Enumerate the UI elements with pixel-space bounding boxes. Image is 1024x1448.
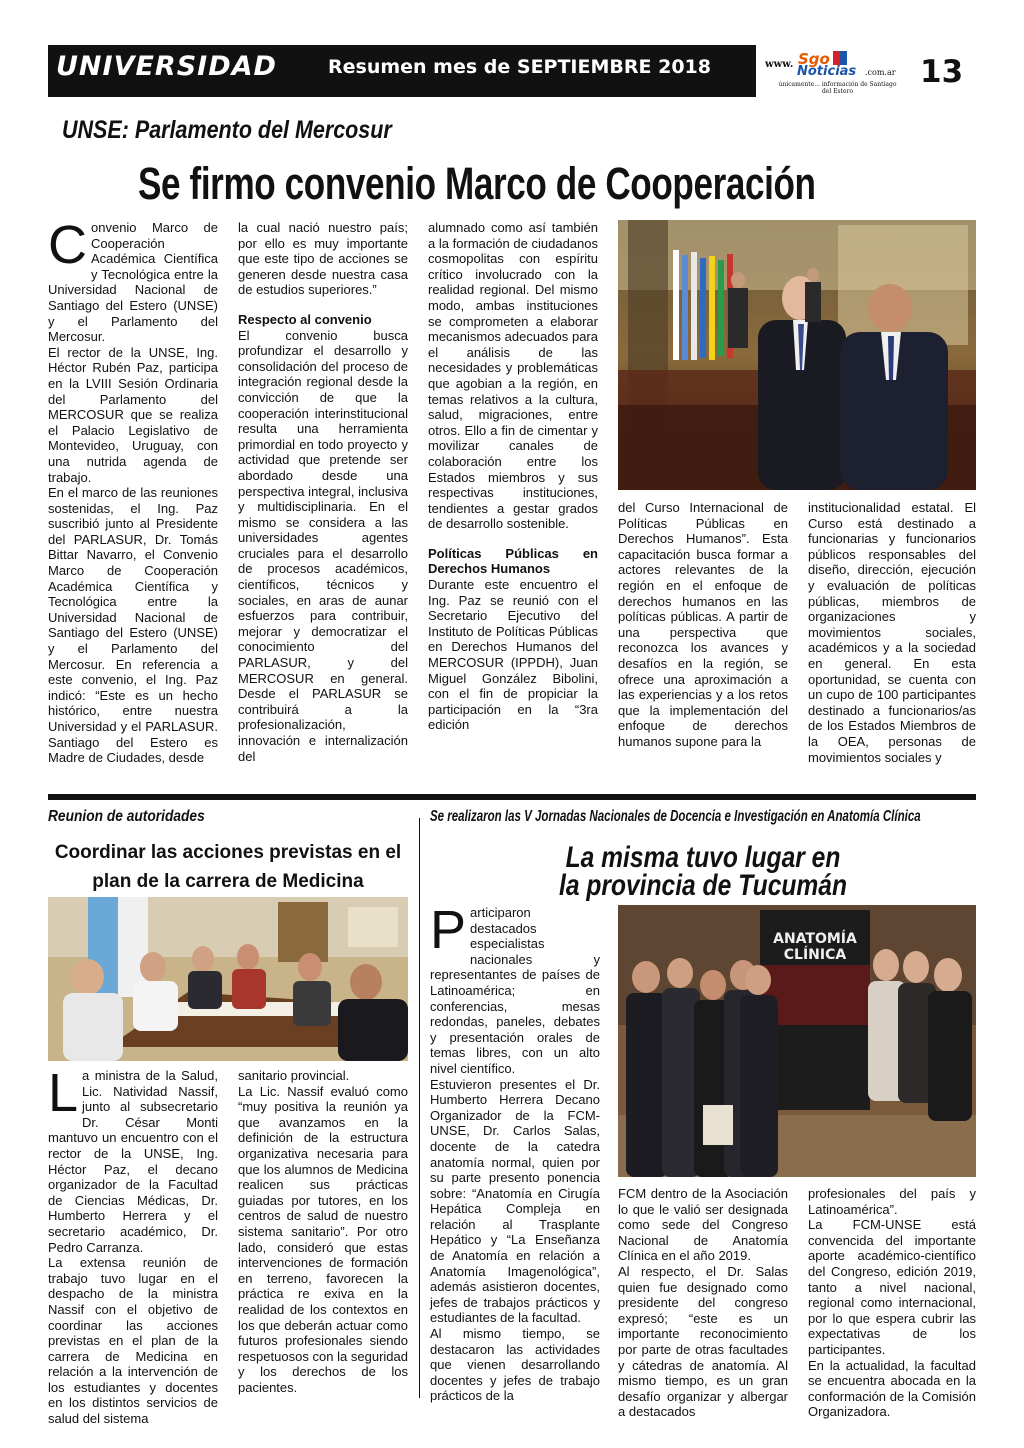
- poster-title-1: ANATOMÍA: [773, 931, 857, 947]
- paragraph: La Lic. Nassif evaluó como “muy positiva la reunión ya que avanzamos en la definición de la estructura organizativa necesaria para que los alumnos de Medicina realicen sus prácticas guiadas por tutores, en los centros de salud de nuestro sistema sanitario”. Por otro lado, consideró que estas intervenciones de formación en terreno, favorecen la práctica re exiva en la realidad de los contextos en los que deberán actuar como futuros profesionales siendo respetuosos con la seguridad y los derechos de los pacientes.: [238, 1083, 408, 1395]
- logo-mark-icon: [833, 51, 847, 65]
- drop-cap: C: [48, 215, 87, 275]
- parliament-photo: [618, 220, 976, 490]
- paragraph: institucionalidad estatal. El Curso está destinado a funcionarias y funcionarios públicos responsables del diseño, dirección, ejecución y evaluación de políticas públicas, miembros de organizaciones y movimientos sociales, académicos y a la sociedad en general. En esta oportunidad, se cuenta con un cupo de 100 participantes destinado a funcionarios/as de los Estados Miembros de la OEA, personas de movimientos sociales y: [808, 500, 976, 765]
- paragraph: onvenio Marco de Cooperación Académica Científica y Tecnológica entre la Universidad Nacional de Santiago del Estero (UNSE) y el Parlamento del Mercosur.: [48, 220, 218, 345]
- right-article-headline-line-1: La misma tuvo lugar en: [565, 841, 841, 874]
- poster-title-2: CLÍNICA: [783, 947, 847, 963]
- logo-brand-top: Sgo: [798, 50, 830, 68]
- meeting-photo: [48, 897, 408, 1061]
- paragraph: Al respecto, el Dr. Salas quien fue designado como presidente del congreso expresó; “este es un importante reconocimiento por parte de otras facultades y cátedras de anatomía. Al mismo tiempo, es un gran desafío organizar y albergar a destacados: [618, 1263, 788, 1420]
- paragraph: alumnado como así también a la formación de ciudadanos cosmopolitas con espíritu crítico involucrado con la realidad regional. Del mismo modo, ambas instituciones se comprometen a elaborar mecanismos adecuados para el análisis de las necesidades y problemáticas que agobian a la región, en temas relativos a la cultura, salud, migraciones, entre otros. Ello a fin de cimentar y movilizar canales de colaboración entre los Estados miembros y sus respectivas instituciones, tendientes a gestar grados de desarrollo sostenible.: [428, 220, 598, 532]
- main-article-column-4: [618, 500, 788, 772]
- issue-summary: Resumen mes de SEPTIEMBRE 2018: [328, 56, 711, 78]
- section-header-band: [48, 45, 756, 97]
- paragraph: La FCM-UNSE está convencida del importante aporte académico-científico del Congreso, edición 2019, tanto a nivel nacional, regional como internacional, por lo que espera cubrir las expectativas de los participantes.: [808, 1217, 976, 1357]
- drop-cap: P: [430, 900, 467, 960]
- column-divider: [419, 818, 420, 1398]
- section-title: UNIVERSIDAD: [56, 51, 277, 82]
- main-article-headline: Se firmo convenio Marco de Cooperación: [138, 158, 816, 209]
- right-article-column-2: [618, 1186, 788, 1420]
- left-article-column-2: [238, 1068, 408, 1398]
- subheading: Respecto al convenio: [238, 311, 372, 327]
- left-article-kicker: Reunion de autoridades: [48, 808, 205, 825]
- paragraph: Al mismo tiempo, se destacaron las actividades que vienen desarrollando docentes y jefes de trabajo prácticos de la: [430, 1326, 600, 1404]
- subheading: Políticas Públicas en Derechos Humanos: [428, 545, 598, 577]
- left-article-column-1: [48, 1063, 218, 1427]
- paragraph: articiparon destacados especialistas nacionales y representantes de países de Latinoamérica; en conferencias, mesas redondas, paneles, debates y presentación orales de temas libres, con un alto nivel científico.: [430, 905, 600, 1076]
- paragraph: a ministra de la Salud, Lic. Natividad Nassif, junto al subsecretario Dr. César Monti mantuvo un encuentro con el rector de la UNSE, Ing. Héctor Paz, el decano organizador de la Facultad de Ciencias Médicas, Dr. Humberto Herrera y el secretario académico, Dr. Pedro Carranza.: [48, 1068, 218, 1255]
- right-article-column-1: [430, 900, 600, 1404]
- site-logo[interactable]: [765, 50, 900, 98]
- page-number: 13: [920, 54, 964, 90]
- logo-brand-bottom: Noticias: [797, 64, 857, 79]
- right-article-headline-line-2: la provincia de Tucumán: [559, 869, 847, 902]
- paragraph: En el marco de las reuniones sostenidas, el Ing. Paz suscribió junto al Presidente del PARLASUR, Dr. Tomás Bittar Navarro, el Convenio Marco de Cooperación Académica Científica y Tecnológica entre la Universidad Nacional de Santiago del Estero (UNSE) y el Parlamento del Mercosur. En referencia a este convenio, el Ing. Paz indicó: “Este es un hecho histórico, entre nuestra Universidad y el PARLASUR. Santiago del Estero es Madre de Ciudades, desde: [48, 485, 218, 766]
- paragraph: profesionales del país y Latinoamérica”.: [808, 1186, 976, 1217]
- left-article-headline: Coordinar las acciones previstas en el plan de la carrera de Medicina: [54, 842, 402, 892]
- section-divider: [48, 794, 976, 800]
- main-article-column-2: [238, 220, 408, 772]
- right-article-kicker: Se realizaron las V Jornadas Nacionales de Docencia e Investigación en Anatomía Clínica: [430, 808, 921, 825]
- paragraph: la cual nació nuestro país; por ello es muy importante que este tipo de acciones se generen desde nuestra casa de estudios superiores.”: [238, 220, 408, 298]
- logo-www: www.: [765, 59, 794, 70]
- paragraph: del Curso Internacional de Políticas Públicas en Derechos Humanos”. Esta capacitación busca formar a actores relevantes de la región en el enfoque de derechos humanos en las políticas públicas. A partir de una perspectiva que reconozca los avances y desafíos en la región, se ofrece una aproximación a las experiencias y a los retos que la implementación del enfoque de derechos humanos supone para la: [618, 500, 788, 749]
- paragraph: El convenio busca profundizar el desarrollo y consolidación del proceso de integración regional desde la convicción de que la cooperación interinstitucional resulta una herramienta primordial en todo proyecto y actividad que pretende ser abordado desde una perspectiva integral, inclusiva y multidisciplinaria. En el mismo se considera a las universidades agentes cruciales para el desarrollo de procesos académicos, científicos, técnicos y sociales, en aras de aunar esfuerzos para contribuir, mejorar y democratizar el conocimiento del PARLASUR, y del MERCOSUR en general. Desde el PARLASUR se contribuirá a la profesionalización, innovación e internalización del: [238, 327, 408, 764]
- paragraph: En la actualidad, la facultad se encuentra abocada en la conformación de la Comisión Organizadora.: [808, 1357, 976, 1420]
- logo-tld: .com.ar: [865, 68, 896, 77]
- main-article-column-3: [428, 220, 598, 772]
- paragraph: FCM dentro de la Asociación lo que le valió ser designada como sede del Congreso Nacional de Anatomía Clínica en el año 2019.: [618, 1186, 788, 1264]
- paragraph: El rector de la UNSE, Ing. Héctor Rubén Paz, participa en la LVIII Sesión Ordinaria del Parlamento del MERCOSUR que se realiza el Palacio Legislativo de Montevideo, Uruguay, con una nutrida agenda de trabajo.: [48, 344, 218, 485]
- paragraph: Durante este encuentro el Ing. Paz se reunió con el Secretario Ejecutivo del Instituto de Políticas Públicas en Derechos Humanos del MERCOSUR (IPPDH), Juan Miguel González Bibolini, con el fin de propiciar la participación en la “3ra edición: [428, 577, 598, 733]
- main-article-column-1: [48, 215, 218, 772]
- paragraph: Estuvieron presentes el Dr. Humberto Herrera Decano Organizador de la FCM-UNSE, Dr. Carlos Salas, docente de la catedra anatomía normal, quien por su parte presento ponencia sobre: “Anatomía en Cirugía Hepática Compleja en relación al Trasplante Hepático y “La Enseñanza de Anatomía en relación a Anatomía Imagenológica”, además asistieron docentes, jefes de trabajos prácticos y estudiantes de la facultad.: [430, 1076, 600, 1326]
- conference-group-photo: [618, 905, 976, 1177]
- paragraph: La extensa reunión de trabajo tuvo lugar en el despacho de la ministra Nassif con el objetivo de coordinar las acciones previstas en el plan de la carrera de Medicina en relación a la intervención de los estudiantes y docentes en los distintos servicios de salud del sistema: [48, 1255, 218, 1427]
- main-article-column-5: [808, 500, 976, 772]
- logo-tagline: únicamente... información de Santiago del Estero: [778, 81, 897, 95]
- drop-cap: L: [48, 1063, 79, 1123]
- main-article-kicker: UNSE: Parlamento del Mercosur: [62, 116, 392, 144]
- right-article-column-3: [808, 1186, 976, 1420]
- paragraph: sanitario provincial.: [238, 1068, 350, 1083]
